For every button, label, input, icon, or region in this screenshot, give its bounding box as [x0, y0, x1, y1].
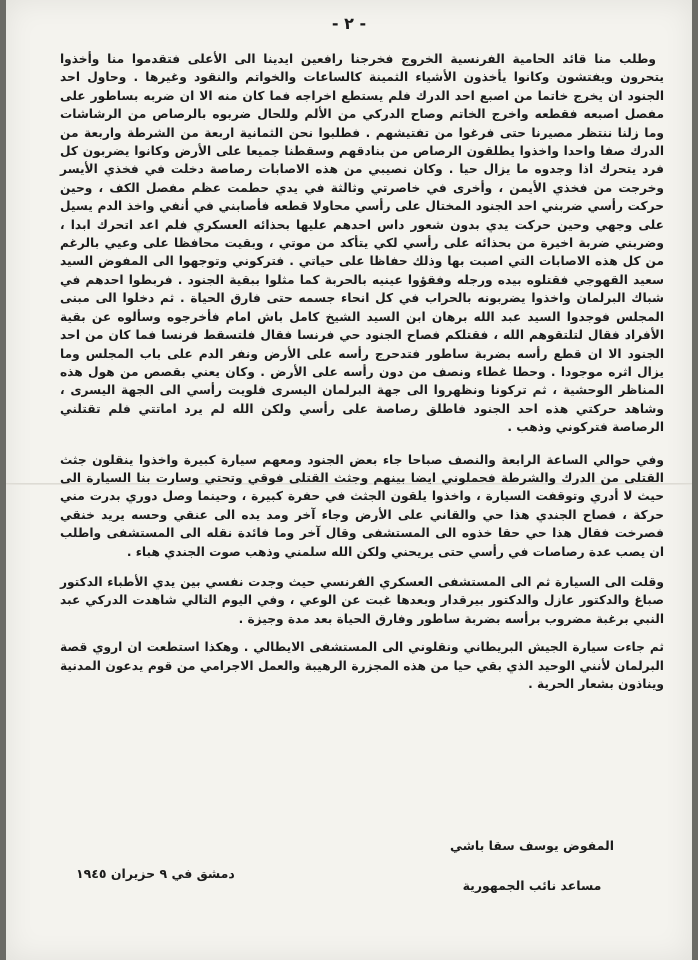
document-body	[60, 50, 664, 693]
paragraph-1: وطلب منا قائد الحامية الفرنسية الخروج فخرجنا رافعين ايدينا الى الأعلى فتقدموا منا وأخذوا يتحرون ويفتشون وكانوا يأخذون الأشياء الثمينة كالساعات والخواتم والنقود وغيرها . وحاول احد الجنود ان يخرج خاتما من اصبع احد الدرك فلم يستطع اخراجه فما كان منه الا ان ضربه بساطور على مفصل اصبعه فقطعه واخرج الخاتم وصاح الدركي من الألم وللحال ضربوه بالرصاص من الرشاشات وما زلنا ننتظر مصيرنا حتى فرغوا من تفتيشهم . فطلبوا نحن الثمانية اربعة من الشرطة واربعة من الدرك صفا واحدا واخذوا يطلقون الرصاص من بنادقهم وسقطنا جميعا على الأرض وكانوا يضربون كل فرد يتحرك اذا وجدوه ما يزال حيا . وكان نصيبي من هذه الاصابات رصاصة دخلت في فخذي الأيسر وخرجت من فخذي الأيمن ، وأخرى في خاصرتي وثالثة في يدي حطمت عظم مفصل الكف ، وحين حركت رأسي ضربني احد الجنود المختال على رأسي محاولا قطعه فأصابني في أنفي واخذ الدم يسيل على وجهي وحين حركت يدي بدون شعور داس احدهم عليها بحذائه العسكري فلم اعد اتحرك ابدا ، وضربني ضربة اخيرة من بحذائه على رأسي لكي يتأكد من موتي ، وبقيت محافظا على وعيي بالرغم من كل هذه الاصابات التي اصبت بها وذلك حفاظا على حياتي . فتركوني وتوجهوا الى المفوض السيد سعيد القهوجي فقتلوه بيده ورجله وفقؤوا عينيه بالحربة كما مثلوا ببقية الجنود . فربطوا احدهم في شباك البرلمان واخذوا يضربونه بالحراب في كل انحاء جسمه حتى فارق الحياة . ثم دخلوا الى مبنى المجلس فوجدوا السيد عبد الله برهان ابن السيد الشيخ كامل باش امام فأخرجوه وسألوه عن بقية الأفراد فقال لتلتقوهم الله ، فقتلكم فصاح الجنود حي فرنسا فقال فلتسقط فرنسا فما كان من احد الجنود الا ان قطع رأسه بضربة ساطور فتدحرج رأسه على الأرض ونفر الدم على باب المجلس وما يزال اثره موجودا . وحطا غطاء ونصف من دون رأسه على الأرض . وكان يعني بقصص من هول هذه المناظر الوحشية ، ثم تركونا ونظهروا الى جهة البرلمان اليسرى فلويت رأسي الى الجهة اليسرى ، وشاهد حركتي هذه احد الجنود فاطلق رصاصة على رأسي ولكن الله لم يرد اماتتي فلم تقتلني الرصاصة فتركوني وذهب .	[60, 52, 664, 435]
paragraph-4: ثم جاءت سيارة الجيش البريطاني ونقلوني الى المستشفى الايطالي . وهكذا استطعت ان اروي قصة البرلمان لأنني الوحيد الذي بقي حيا من هذه المجزرة الرهيبة والعمل الاجرامي من قوم يدعون المدنية ويناذون بشعار الحرية .	[60, 640, 664, 691]
paragraph-3: وقلت الى السيارة ثم الى المستشفى العسكري الفرنسي حيث وجدت نفسي بين يدي الأطباء الدكتور صباغ والدكتور عازل والدكتور بيرقدار وبعدها غبت عن الوعي ، وفي اليوم التالي شاهدت الدركي عبد النبي برغبة مضروب برأسه بضربة ساطور وفارق الحياة بعد مدة وجيزة .	[60, 574, 664, 626]
signature-block	[432, 826, 632, 906]
page-number: - ٢ -	[331, 14, 367, 33]
document-sheet	[6, 0, 692, 960]
date-place-line: دمشق في ٩ حزيران ١٩٤٥	[76, 866, 235, 881]
signer-name: المفوض يوسف سقا باشي	[449, 838, 615, 853]
signer-title: مساعد نائب الجمهورية	[462, 878, 602, 893]
paragraph-2: وفي حوالي الساعة الرابعة والنصف صباحا جاء بعض الجنود ومعهم سيارة كبيرة واخذوا ينقلون جثث القتلى من الدرك والشرطة فحملوني ايضا بينهم وجثث القتلى فوقي وتحتي وسارت بنا السيارة الى حيث لا أدري وتوقفت السيارة ، واخذوا يلقون الجثث في حفرة كبيرة ، وحينما وصل دوري بدرت مني حركة ، فصاح الجندي هذا حي والقاني على الأرض وجاء آخر ومد يده الى عنقي وحسه يريد خنقي فصرخت فقال هذا حي حقا خذوه الى المستشفى وقال آخر وما فائدة نقله الى المستشفى واطلب ان يصب عدة رصاصات في رأسي حتى يريحني ولكن الله سلمني وذهب صوت الجندي هباء .	[60, 452, 664, 559]
